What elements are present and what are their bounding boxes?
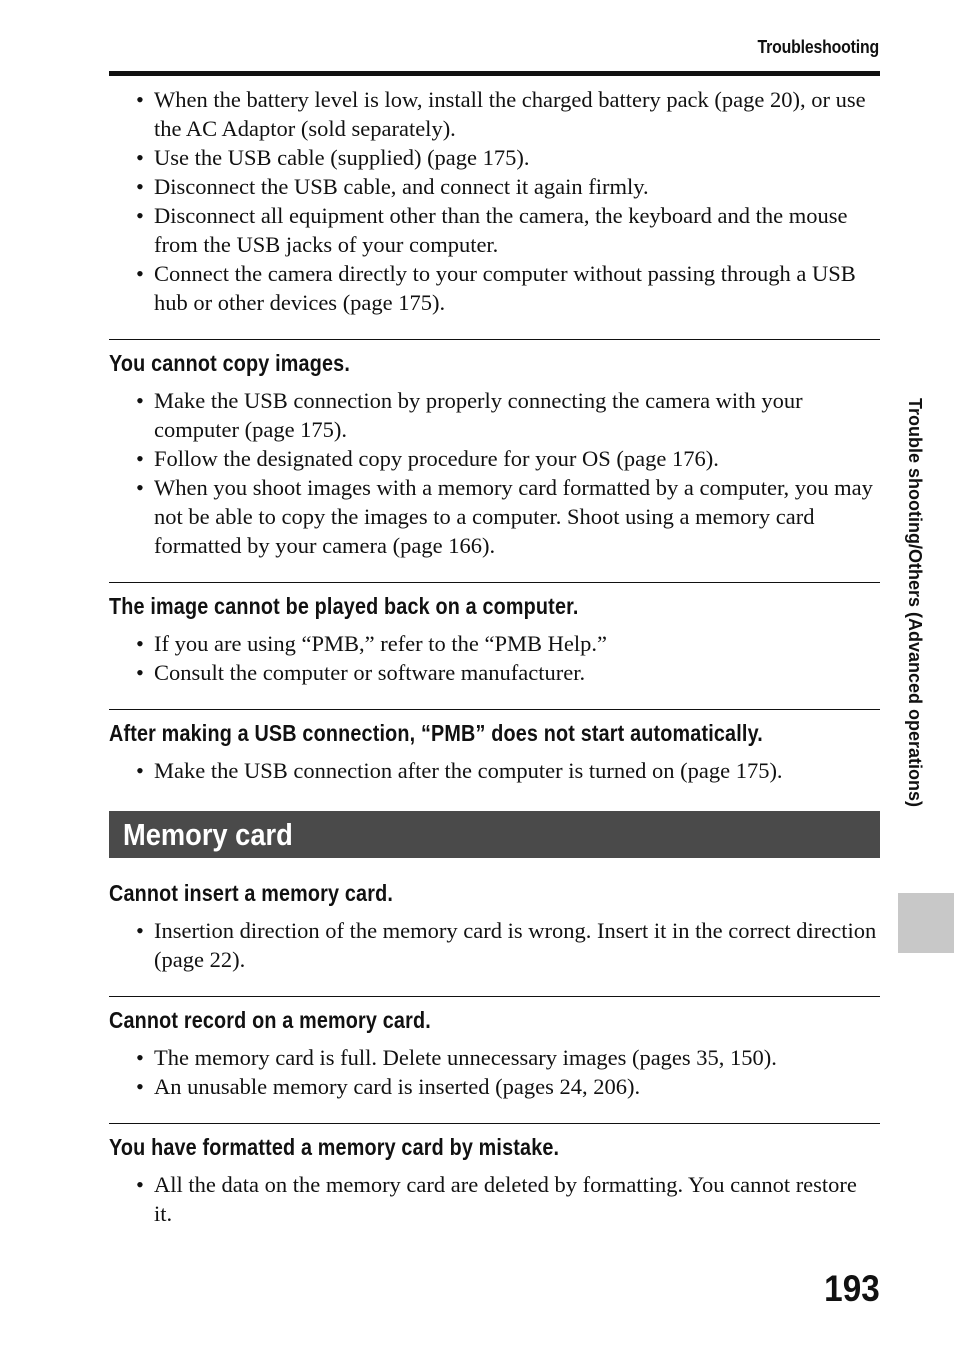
list-item: • Connect the camera directly to your computer without passing through a USB hub or other devices (page 175).	[109, 259, 880, 317]
intro-bullet-list	[109, 85, 880, 317]
memory-card-title: Memory card	[123, 816, 293, 852]
list-item: • When the battery level is low, install the charged battery pack (page 20), or use the AC Adaptor (sold separately).	[109, 85, 880, 143]
side-tab-label: Trouble shooting/Others (Advanced operations)	[905, 398, 925, 808]
section-divider	[109, 996, 880, 997]
memory-card-banner	[109, 811, 880, 858]
list-item: • Make the USB connection after the computer is turned on (page 175).	[109, 756, 880, 785]
section-heading-playback: The image cannot be played back on a computer.	[109, 593, 579, 619]
header-rule	[109, 71, 880, 76]
formatted-mistake-bullet-list	[109, 1170, 880, 1228]
list-item: • If you are using “PMB,” refer to the “PMB Help.”	[109, 629, 880, 658]
side-tab-marker	[898, 893, 954, 953]
list-item: • Make the USB connection by properly connecting the camera with your computer (page 175).	[109, 386, 880, 444]
section-heading-insert-card: Cannot insert a memory card.	[109, 880, 394, 906]
list-item: • An unusable memory card is inserted (pages 24, 206).	[109, 1072, 880, 1101]
pmb-autostart-bullet-list	[109, 756, 880, 785]
running-head: Troubleshooting	[757, 37, 879, 57]
page-content	[109, 85, 880, 1228]
list-item: • Disconnect all equipment other than the camera, the keyboard and the mouse from the USB jacks of your computer.	[109, 201, 880, 259]
list-item: • Follow the designated copy procedure for your OS (page 176).	[109, 444, 880, 473]
list-item: • When you shoot images with a memory card formatted by a computer, you may not be able to copy the images to a computer. Shoot using a memory card formatted by your camera (page 166).	[109, 473, 880, 560]
section-divider	[109, 339, 880, 340]
copy-images-bullet-list	[109, 386, 880, 560]
page-number: 193	[824, 1268, 880, 1309]
section-heading-formatted-mistake: You have formatted a memory card by mistake.	[109, 1134, 560, 1160]
section-heading-pmb-autostart: After making a USB connection, “PMB” does not start automatically.	[109, 720, 763, 746]
list-item: • Use the USB cable (supplied) (page 175).	[109, 143, 880, 172]
insert-card-bullet-list	[109, 916, 880, 974]
section-divider	[109, 582, 880, 583]
list-item: • The memory card is full. Delete unnecessary images (pages 35, 150).	[109, 1043, 880, 1072]
list-item: • Insertion direction of the memory card is wrong. Insert it in the correct direction (page 22).	[109, 916, 880, 974]
section-heading-record-card: Cannot record on a memory card.	[109, 1007, 431, 1033]
playback-bullet-list	[109, 629, 880, 687]
record-card-bullet-list	[109, 1043, 880, 1101]
list-item: • All the data on the memory card are deleted by formatting. You cannot restore it.	[109, 1170, 880, 1228]
list-item: • Disconnect the USB cable, and connect it again firmly.	[109, 172, 880, 201]
list-item: • Consult the computer or software manufacturer.	[109, 658, 880, 687]
section-heading-copy-images: You cannot copy images.	[109, 350, 351, 376]
section-divider	[109, 1123, 880, 1124]
section-divider	[109, 709, 880, 710]
